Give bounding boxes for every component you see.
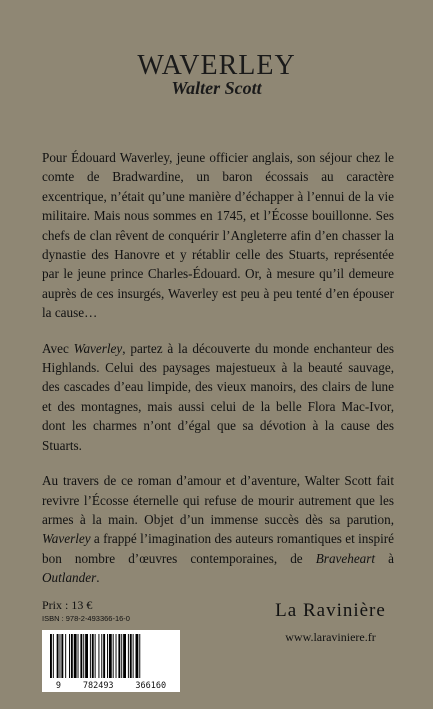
barcode-digit-group: 366160: [135, 681, 167, 691]
barcode-bar: [95, 634, 96, 678]
barcode-bar: [90, 634, 91, 678]
barcode-bar: [128, 634, 129, 678]
barcode-bar: [118, 634, 120, 678]
barcode-bar: [123, 634, 126, 678]
price-label: Prix : 13 €: [42, 598, 93, 612]
publisher-website: www.laraviniere.fr: [285, 630, 376, 644]
barcode-bar: [50, 634, 52, 678]
blurb-text: Avec: [42, 340, 74, 356]
barcode-bar: [130, 634, 132, 678]
barcode-digit-group: 9: [55, 681, 62, 691]
blurb-emphasis: Outlander: [42, 570, 97, 586]
barcode-bar: [121, 634, 122, 678]
blurb-paragraph-2: [42, 339, 394, 455]
isbn-label: ISBN : 978-2-493366-16-0: [42, 614, 130, 623]
barcode-bar: [69, 634, 70, 678]
barcode-bar: [65, 634, 66, 678]
barcode-bar: [98, 634, 99, 678]
blurb-emphasis: Waverley: [42, 531, 91, 547]
barcode-bar: [53, 634, 54, 678]
barcode-bar: [92, 634, 94, 678]
barcode: [42, 630, 180, 692]
blurb-paragraph-1: Pour Édouard Waverley, jeune officier anglais, son séjour chez le comte de Bradwardine, un baron écossais au caractère excentrique, n’était qu’une manière d’échapper à l’ennui de la vie militaire. Mais nous sommes en 1745, et l’Écosse bouillonne. Ses chefs de clan rêvent de conquérir l’Angleterre afin d’en chasser la dynastie des Hanovre et y rétablir celle des Stuarts, représentée par le jeune prince Charles-Édouard. Or, à mesure qu’il demeure auprès de ces insurgés, Waverley est peu à peu tenté d’en épouser la cause…: [42, 150, 394, 321]
barcode-digit-group: 782493: [82, 681, 114, 691]
barcode-bar: [85, 634, 88, 678]
barcode-bar: [80, 634, 82, 678]
barcode-bar: [74, 634, 77, 678]
barcode-bar: [103, 634, 105, 678]
barcode-bar: [116, 634, 117, 678]
blurb-text: a frappé l’imagination des auteurs romantiques et inspiré bon nombre d’œuvres contemporaines, de: [42, 531, 394, 566]
barcode-digits: [42, 681, 180, 691]
blurb-paragraph-3: [42, 471, 394, 587]
book-title: WAVERLEY: [137, 50, 296, 81]
barcode-bar: [113, 634, 114, 678]
barcode-bar: [83, 634, 84, 678]
barcode-bar: [107, 634, 108, 678]
publisher-logo: La Ravinière: [275, 600, 386, 621]
barcode-bar: [71, 634, 73, 678]
barcode-bar: [61, 634, 63, 678]
barcode-bar: [109, 634, 112, 678]
book-author: Walter Scott: [171, 78, 262, 98]
blurb-emphasis: Waverley: [73, 340, 123, 356]
blurb: [42, 148, 394, 604]
blurb-text: , partez à la découverte du monde enchanteur des Highlands. Celui des paysages majestueux à la beauté sauvage, des cascades d’eau limpide, des vieux manoirs, des clairs de lune et des montagnes, mais aussi celui de la belle Flora Mac-Ivor, dont les charmes n’ont d’égal que sa dévotion à la cause des Stuarts.: [42, 340, 394, 453]
barcode-bar: [60, 634, 61, 678]
blurb-text: .: [96, 570, 100, 586]
blurb-text: à: [375, 550, 395, 566]
barcode-bar: [78, 634, 79, 678]
barcode-bar: [136, 634, 139, 678]
blurb-text: Au travers de ce roman d’amour et d’aventure, Walter Scott fait revivre l’Écosse éternelle qui refuse de mourir autrement que les armes à la main. Objet d’un immense succès dès sa parution,: [42, 473, 394, 527]
barcode-bar: [139, 634, 140, 678]
barcode-bar: [57, 634, 59, 678]
barcode-bar: [101, 634, 102, 678]
barcode-bars: [42, 630, 180, 680]
barcode-bar: [133, 634, 134, 678]
blurb-emphasis: Braveheart: [315, 550, 376, 566]
